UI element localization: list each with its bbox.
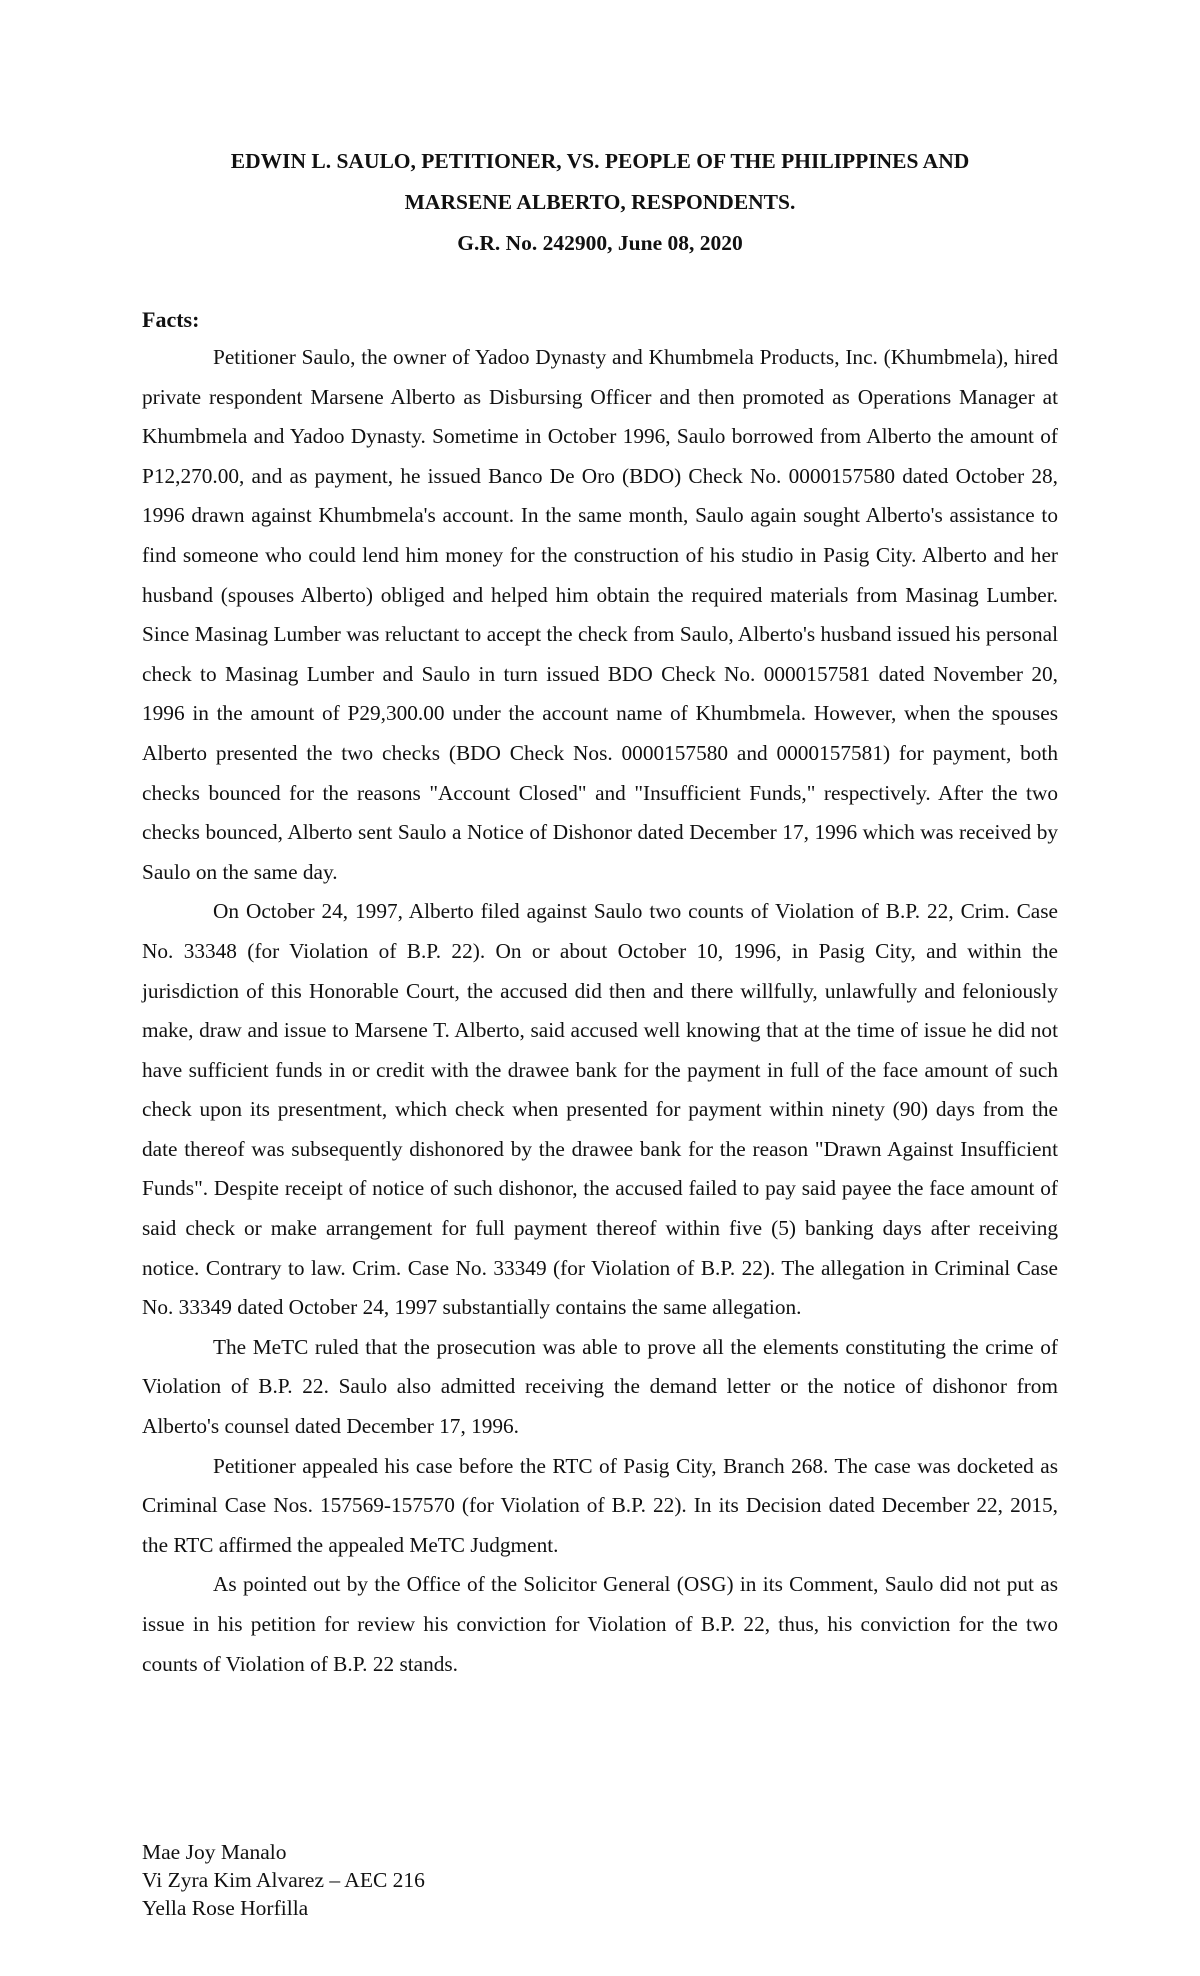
author-name: Mae Joy Manalo bbox=[142, 1840, 287, 1864]
facts-paragraph-2: On October 24, 1997, Alberto filed against Saulo two counts of Violation of B.P. 22, Crim. Case No. 33348 (for Violation of B.P. 22). On or about October 10, 1996, in Pasig City, and within the jurisdiction of this Honorable Court, the accused did then and there willfully, unlawfully and feloniously make, draw and issue to Marsene T. Alberto, said accused well knowing that at the time of issue he did not have sufficient funds in or credit with the drawee bank for the payment in full of the face amount of such check upon its presentment, which check when presented for payment within ninety (90) days from the date thereof was subsequently dishonored by the drawee bank for the reason "Drawn Against Insufficient Funds". Despite receipt of notice of such dishonor, the accused failed to pay said payee the face amount of said check or make arrangement for full payment thereof within five (5) banking days after receiving notice. Contrary to law. Crim. Case No. 33349 (for Violation of B.P. 22). The allegation in Criminal Case No. 33349 dated October 24, 1997 substantially contains the same allegation. bbox=[142, 899, 1058, 1320]
facts-paragraph-4: Petitioner appealed his case before the RTC of Pasig City, Branch 268. The case was docketed as Criminal Case Nos. 157569-157570 (for Violation of B.P. 22). In its Decision dated December 22, 2015, the RTC affirmed the appealed MeTC Judgment. bbox=[142, 1453, 1058, 1557]
author-name: Yella Rose Horfilla bbox=[142, 1896, 309, 1920]
facts-paragraph-3: The MeTC ruled that the prosecution was able to prove all the elements constituting the crime of Violation of B.P. 22. Saulo also admitted receiving the demand letter or the notice of dishonor from Alberto's counsel dated December 17, 1996. bbox=[142, 1334, 1058, 1439]
case-number-date: G.R. No. 242900, June 08, 2020 bbox=[457, 231, 743, 255]
facts-heading: Facts: bbox=[142, 307, 200, 332]
case-title bbox=[142, 141, 1058, 264]
facts-paragraph-5: As pointed out by the Office of the Solicitor General (OSG) in its Comment, Saulo did not put as issue in his petition for review his conviction for Violation of B.P. 22, thus, his conviction for the two counts of Violation of B.P. 22 stands. bbox=[142, 1572, 1058, 1676]
case-title-line-2: MARSENE ALBERTO, RESPONDENTS. bbox=[404, 190, 796, 214]
author-name: Vi Zyra Kim Alvarez – AEC 216 bbox=[142, 1868, 425, 1892]
facts-body bbox=[142, 338, 1058, 1684]
case-title-line-1: EDWIN L. SAULO, PETITIONER, VS. PEOPLE OF THE PHILIPPINES AND bbox=[230, 149, 970, 173]
author-list bbox=[142, 1838, 425, 1922]
facts-paragraph-1: Petitioner Saulo, the owner of Yadoo Dynasty and Khumbmela Products, Inc. (Khumbmela), hired private respondent Marsene Alberto as Disbursing Officer and then promoted as Operations Manager at Khumbmela and Yadoo Dynasty. Sometime in October 1996, Saulo borrowed from Alberto the amount of P12,270.00, and as payment, he issued Banco De Oro (BDO) Check No. 0000157580 dated October 28, 1996 drawn against Khumbmela's account. In the same month, Saulo again sought Alberto's assistance to find someone who could lend him money for the construction of his studio in Pasig City. Alberto and her husband (spouses Alberto) obliged and helped him obtain the required materials from Masinag Lumber. Since Masinag Lumber was reluctant to accept the check from Saulo, Alberto's husband issued his personal check to Masinag Lumber and Saulo in turn issued BDO Check No. 0000157581 dated November 20, 1996 in the amount of P29,300.00 under the account name of Khumbmela. However, when the spouses Alberto presented the two checks (BDO Check Nos. 0000157580 and 0000157581) for payment, both checks bounced for the reasons "Account Closed" and "Insufficient Funds," respectively. After the two checks bounced, Alberto sent Saulo a Notice of Dishonor dated December 17, 1996 which was received by Saulo on the same day. bbox=[142, 345, 1058, 884]
